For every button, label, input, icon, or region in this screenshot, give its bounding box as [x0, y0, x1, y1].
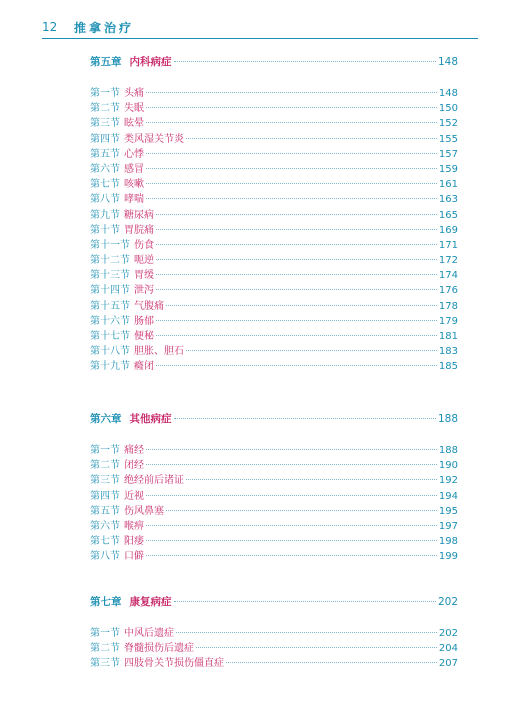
section-page: 198 — [438, 536, 458, 548]
toc-entry[interactable] — [90, 329, 458, 344]
section-page: 171 — [438, 239, 458, 251]
section-title: 口僻 — [124, 551, 144, 563]
dot-leader — [156, 335, 437, 336]
section-number: 第二节 — [90, 103, 120, 115]
chapter-number: 第七章 — [90, 596, 122, 608]
toc-entry[interactable] — [90, 147, 458, 162]
toc-entry[interactable] — [90, 208, 458, 223]
dot-leader — [146, 198, 437, 199]
toc-entry[interactable] — [90, 314, 458, 329]
toc-entry[interactable] — [90, 519, 458, 534]
section-page: 181 — [438, 331, 458, 342]
chapter-title: 其他病症 — [129, 413, 172, 425]
section-page: 148 — [438, 88, 458, 99]
dot-leader — [146, 153, 437, 154]
dot-leader — [146, 92, 437, 93]
toc-entry[interactable] — [90, 489, 458, 504]
toc-entry[interactable] — [90, 283, 458, 298]
toc-entry[interactable] — [90, 86, 458, 101]
section-number: 第六节 — [90, 520, 120, 532]
section-number: 第一节 — [90, 628, 120, 639]
toc-entry[interactable] — [90, 177, 458, 192]
section-page: 204 — [438, 643, 458, 655]
section-title: 四肢骨关节损伤僵直症 — [124, 658, 224, 670]
section-number: 第五节 — [90, 148, 120, 160]
chapter-title: 内科病症 — [129, 56, 172, 68]
section-title: 便秘 — [134, 331, 154, 342]
page-number: 12 — [42, 20, 58, 34]
section-title: 闭经 — [124, 460, 144, 472]
toc-entry[interactable] — [90, 359, 458, 374]
section-number: 第十九节 — [90, 361, 130, 373]
section-page: 159 — [438, 163, 458, 175]
dot-leader — [186, 479, 437, 480]
section-number: 第三节 — [90, 658, 120, 670]
toc-entry[interactable] — [90, 223, 458, 238]
toc-entry[interactable] — [90, 116, 458, 131]
section-page: 178 — [438, 300, 458, 312]
section-title: 头痛 — [124, 88, 144, 99]
section-page: 163 — [438, 194, 458, 206]
section-page: 169 — [438, 224, 458, 236]
chapter-page: 148 — [437, 56, 458, 68]
chapter-page: 188 — [437, 413, 458, 425]
chapter-block-5 — [90, 53, 458, 375]
toc-entry[interactable] — [90, 192, 458, 207]
section-number: 第十六节 — [90, 315, 130, 327]
section-page: 202 — [438, 628, 458, 639]
section-title: 阳痿 — [124, 536, 144, 548]
running-header — [42, 18, 478, 39]
dot-leader — [146, 525, 437, 526]
section-number: 第六节 — [90, 163, 120, 175]
toc-entry[interactable] — [90, 641, 458, 656]
chapter-heading[interactable] — [90, 53, 458, 71]
section-page: 152 — [438, 118, 458, 130]
book-title: 推拿治疗 — [74, 21, 135, 35]
section-number: 第十三节 — [90, 270, 130, 282]
section-title: 心悸 — [124, 148, 144, 160]
section-page: 174 — [438, 270, 458, 282]
toc-entry[interactable] — [90, 458, 458, 473]
section-number: 第十节 — [90, 224, 120, 236]
section-page: 194 — [438, 490, 458, 502]
section-title: 脊髓损伤后遗症 — [124, 643, 194, 655]
dot-leader — [146, 540, 437, 541]
section-number: 第二节 — [90, 643, 120, 655]
section-page: 179 — [438, 315, 458, 327]
section-title: 肠郁 — [134, 315, 154, 327]
section-number: 第十一节 — [90, 239, 130, 251]
section-number: 第十二节 — [90, 255, 130, 267]
section-page: 188 — [438, 445, 458, 456]
toc-entry[interactable] — [90, 656, 458, 671]
dot-leader — [174, 61, 436, 62]
dot-leader — [146, 107, 437, 108]
toc-entry[interactable] — [90, 626, 458, 641]
toc-entry[interactable] — [90, 238, 458, 253]
chapter-heading[interactable] — [90, 593, 458, 611]
section-title: 失眠 — [124, 103, 144, 115]
section-number: 第八节 — [90, 194, 120, 206]
section-title: 中风后遗症 — [124, 628, 174, 639]
section-title: 哮喘 — [124, 194, 144, 206]
section-title: 咳嗽 — [124, 179, 144, 191]
dot-leader — [186, 350, 437, 351]
chapter-block-7 — [90, 593, 458, 672]
chapter-number: 第五章 — [90, 56, 122, 68]
section-page: 165 — [438, 209, 458, 221]
dot-leader — [146, 495, 437, 496]
section-title: 伤食 — [134, 239, 154, 251]
section-title: 痛经 — [124, 445, 144, 456]
section-number: 第九节 — [90, 209, 120, 221]
chapter-page: 202 — [437, 596, 458, 608]
section-number: 第四节 — [90, 490, 120, 502]
dot-leader — [146, 122, 437, 123]
toc-entry[interactable] — [90, 101, 458, 116]
section-title: 近视 — [124, 490, 144, 502]
section-page: 190 — [438, 460, 458, 472]
dot-leader — [146, 464, 437, 465]
section-title: 感冒 — [124, 163, 144, 175]
dot-leader — [146, 555, 437, 556]
dot-leader — [156, 214, 437, 215]
section-title: 癃闭 — [134, 361, 154, 373]
section-page: 207 — [438, 658, 458, 670]
toc-entry[interactable] — [90, 344, 458, 359]
section-title: 呃逆 — [134, 255, 154, 267]
dot-leader — [156, 229, 437, 230]
dot-leader — [156, 244, 437, 245]
spacer — [90, 71, 458, 86]
section-number: 第五节 — [90, 505, 120, 517]
section-page: 199 — [438, 551, 458, 563]
dot-leader — [146, 183, 437, 184]
dot-leader — [174, 418, 436, 419]
section-page: 195 — [438, 505, 458, 517]
section-title: 气腹痛 — [134, 300, 164, 312]
chapter-title: 康复病症 — [129, 596, 172, 608]
section-number: 第三节 — [90, 118, 120, 130]
chapter-heading[interactable] — [90, 410, 458, 428]
section-title: 胃缓 — [134, 270, 154, 282]
section-title: 胃脘痛 — [124, 224, 154, 236]
section-title: 眩晕 — [124, 118, 144, 130]
section-number: 第十四节 — [90, 285, 130, 297]
dot-leader — [176, 632, 437, 633]
chapter-block-6 — [90, 410, 458, 565]
section-number: 第四节 — [90, 133, 120, 145]
dot-leader — [156, 274, 437, 275]
toc-entry[interactable] — [90, 253, 458, 268]
section-number: 第二节 — [90, 460, 120, 472]
spacer — [90, 428, 458, 443]
section-page: 192 — [438, 475, 458, 487]
section-title: 喉痹 — [124, 520, 144, 532]
section-page: 176 — [438, 285, 458, 297]
dot-leader — [156, 365, 437, 366]
toc-entry[interactable] — [90, 443, 458, 458]
section-page: 157 — [438, 148, 458, 160]
section-number: 第一节 — [90, 445, 120, 456]
toc-entry[interactable] — [90, 473, 458, 488]
section-page: 150 — [438, 103, 458, 115]
section-title: 伤风鼻塞 — [124, 505, 164, 517]
section-page: 172 — [438, 255, 458, 267]
section-number: 第十五节 — [90, 300, 130, 312]
section-page: 197 — [438, 520, 458, 532]
section-number: 第七节 — [90, 536, 120, 548]
dot-leader — [186, 138, 437, 139]
section-page: 161 — [438, 179, 458, 191]
dot-leader — [156, 320, 437, 321]
section-page: 185 — [438, 361, 458, 373]
section-number: 第三节 — [90, 475, 120, 487]
toc-entry[interactable] — [90, 268, 458, 283]
toc-entry[interactable] — [90, 132, 458, 147]
dot-leader — [146, 168, 437, 169]
dot-leader — [166, 305, 437, 306]
section-title: 胆胀、胆石 — [134, 346, 184, 358]
toc-entry[interactable] — [90, 504, 458, 519]
dot-leader — [156, 289, 437, 290]
dot-leader — [226, 662, 437, 663]
toc-entry[interactable] — [90, 299, 458, 314]
section-title: 绝经前后诸证 — [124, 475, 184, 487]
toc-entry[interactable] — [90, 534, 458, 549]
section-title: 类风湿关节炎 — [124, 133, 184, 145]
section-number: 第八节 — [90, 551, 120, 563]
toc-entry[interactable] — [90, 549, 458, 564]
section-number: 第十八节 — [90, 346, 130, 358]
toc-entry[interactable] — [90, 162, 458, 177]
dot-leader — [196, 647, 437, 648]
dot-leader — [146, 449, 437, 450]
dot-leader — [156, 259, 437, 260]
section-title: 糖尿病 — [124, 209, 154, 221]
section-title: 泄泻 — [134, 285, 154, 297]
dot-leader — [174, 601, 436, 602]
dot-leader — [166, 510, 437, 511]
section-page: 183 — [438, 346, 458, 358]
chapter-number: 第六章 — [90, 413, 122, 425]
section-number: 第十七节 — [90, 331, 130, 342]
section-page: 155 — [438, 133, 458, 145]
section-number: 第一节 — [90, 88, 120, 99]
section-number: 第七节 — [90, 179, 120, 191]
spacer — [90, 611, 458, 626]
